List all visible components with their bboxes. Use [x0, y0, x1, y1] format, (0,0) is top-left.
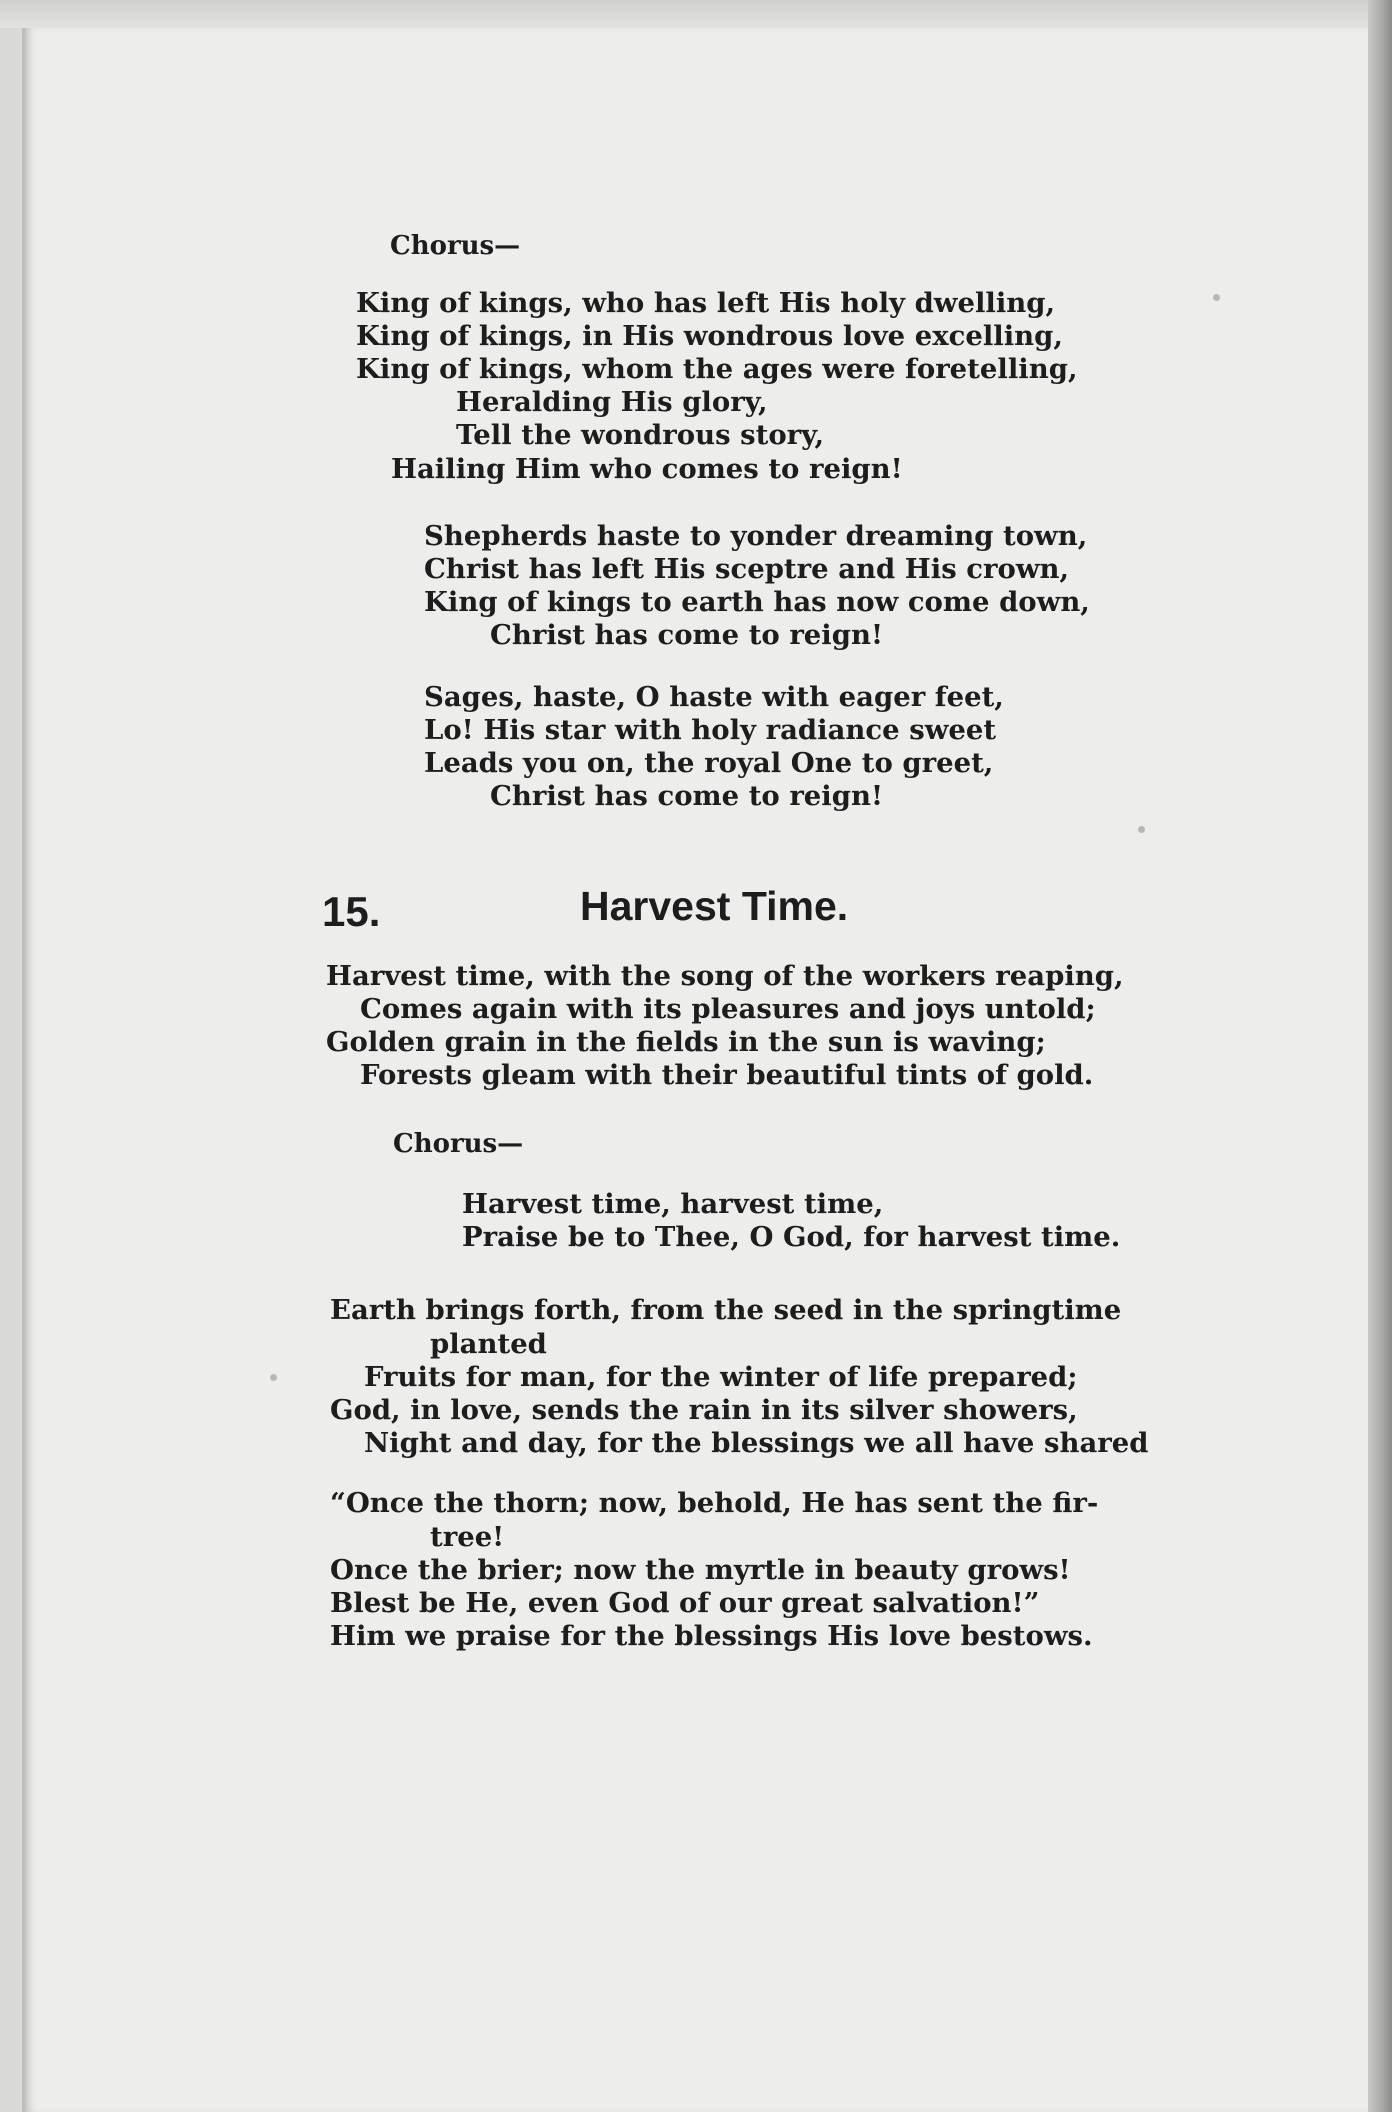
- verse-line: Once the brier; now the myrtle in beauty grows!: [330, 1554, 1071, 1586]
- verse-line: Him we praise for the blessings His love bestows.: [330, 1620, 1093, 1652]
- verse-line: Golden grain in the fields in the sun is waving;: [326, 1026, 1046, 1058]
- chorus-label: Chorus—: [393, 1129, 524, 1159]
- chorus-line: King of kings, whom the ages were foretelling,: [356, 353, 1078, 385]
- paper-speck: [1138, 826, 1145, 833]
- verse-line: Sages, haste, O haste with eager feet,: [424, 681, 1004, 713]
- verse-line: Christ has come to reign!: [490, 780, 884, 812]
- verse-line: Earth brings forth, from the seed in the springtime: [330, 1294, 1122, 1326]
- verse-line: Lo! His star with holy radiance sweet: [424, 714, 997, 746]
- chorus-line: Heralding His glory,: [456, 386, 768, 418]
- chorus-line: King of kings, who has left His holy dwelling,: [356, 287, 1056, 319]
- verse-line: Christ has left His sceptre and His crown,: [424, 553, 1070, 585]
- verse-line: God, in love, sends the rain in its silver showers,: [330, 1394, 1078, 1426]
- verse-line: planted: [430, 1328, 547, 1360]
- verse-line: Harvest time, with the song of the workers reaping,: [326, 960, 1124, 992]
- chorus-line: Tell the wondrous story,: [456, 419, 825, 451]
- verse-line: Forests gleam with their beautiful tints of gold.: [360, 1059, 1094, 1091]
- page-top-edge: [0, 0, 1392, 28]
- verse-line: Christ has come to reign!: [490, 619, 884, 651]
- chorus-label: Chorus—: [390, 231, 521, 261]
- chorus-line: King of kings, in His wondrous love excelling,: [356, 320, 1063, 352]
- verse-line: tree!: [430, 1521, 505, 1553]
- verse-line: Blest be He, even God of our great salvation!”: [330, 1587, 1040, 1619]
- verse-line: Comes again with its pleasures and joys untold;: [360, 993, 1096, 1025]
- verse-line: King of kings to earth has now come down,: [424, 586, 1090, 618]
- verse-line: Fruits for man, for the winter of life prepared;: [364, 1361, 1078, 1393]
- chorus-line: Harvest time, harvest time,: [462, 1188, 884, 1220]
- song-number: 15.: [322, 888, 381, 935]
- paper-speck: [270, 1374, 277, 1381]
- verse-line: “Once the thorn; now, behold, He has sent the fir-: [330, 1487, 1099, 1519]
- verse-line: Leads you on, the royal One to greet,: [424, 747, 994, 779]
- verse-line: Shepherds haste to yonder dreaming town,: [424, 520, 1088, 552]
- song-title: Harvest Time.: [580, 883, 849, 929]
- paper-speck: [1213, 294, 1220, 301]
- verse-line: Night and day, for the blessings we all have shared: [364, 1427, 1149, 1459]
- chorus-line: Hailing Him who comes to reign!: [391, 453, 903, 485]
- chorus-line: Praise be to Thee, O God, for harvest time.: [462, 1221, 1121, 1253]
- page-right-edge: [1368, 0, 1392, 2112]
